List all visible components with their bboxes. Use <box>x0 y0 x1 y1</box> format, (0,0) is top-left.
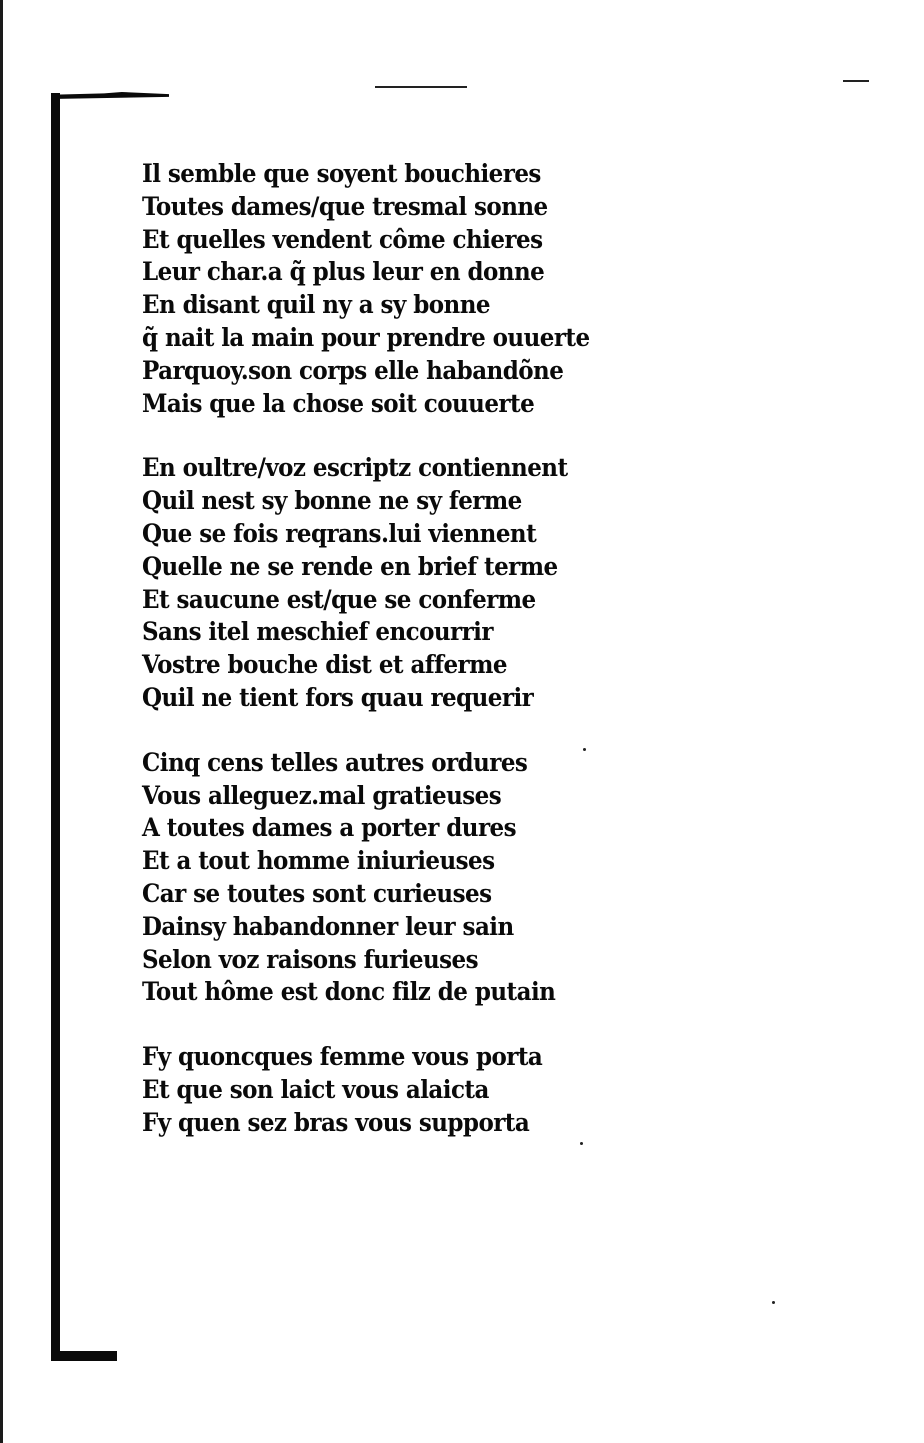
scan-mark-top <box>375 86 467 88</box>
verse-line: Quelle ne se rende en brief terme <box>142 551 558 581</box>
ink-speck <box>772 1301 775 1304</box>
verse-line: Et quelles vendent côme chieres <box>142 224 543 254</box>
verse-line: Et saucune est/que se conferme <box>142 584 536 614</box>
ink-speck <box>580 1142 583 1145</box>
verse-line: A toutes dames a porter dures <box>142 813 516 843</box>
verse-line: Vostre bouche dist et afferme <box>142 650 507 680</box>
binding-rule-left <box>51 93 60 1358</box>
verse-line: Il semble que soyent bouchieres <box>142 159 541 188</box>
verse-line: Vous alleguez.mal gratieuses <box>142 780 502 810</box>
stanza-1 <box>142 158 612 420</box>
verse-line: Fy quen sez bras vous supporta <box>142 1107 530 1137</box>
verse-line: Mais que la chose soit couuerte <box>142 388 535 418</box>
verse-line: Fy quoncques femme vous porta <box>142 1042 543 1072</box>
verse-line: Leur char.a q̃ plus leur en donne <box>142 257 545 287</box>
verse-line: Toutes dames/que tresmal sonne <box>142 191 548 221</box>
verse-line: Selon voz raisons furieuses <box>142 944 479 974</box>
verse-line: Parquoy.son corps elle habandõne <box>142 355 564 385</box>
verse-line: En disant quil ny a sy bonne <box>142 290 490 320</box>
stanza-2 <box>142 452 612 714</box>
binding-rule-bottom <box>51 1351 117 1361</box>
verse-line: Tout hôme est donc filz de putain <box>142 977 556 1007</box>
stanza-3 <box>142 747 612 1009</box>
verse-line: Que se fois reqrans.lui viennent <box>142 518 537 548</box>
verse-line: Sans itel meschief encourrir <box>142 617 493 647</box>
verse-line: Et que son laict vous alaicta <box>142 1074 489 1104</box>
verse-line: Et a tout homme iniurieuses <box>142 846 495 876</box>
scan-mark-top-right <box>843 80 869 82</box>
poem-text <box>142 158 612 1140</box>
verse-line: Quil ne tient fors quau requerir <box>142 682 534 712</box>
verse-line: Cinq cens telles autres ordures <box>142 747 528 777</box>
stanza-4 <box>142 1041 612 1139</box>
verse-line: En oultre/voz escriptz contiennent <box>142 453 568 483</box>
verse-line: Dainsy habandonner leur sain <box>142 911 514 941</box>
verse-line: q̃ nait la main pour prendre ouuerte <box>142 322 590 352</box>
verse-line: Quil nest sy bonne ne sy ferme <box>142 486 522 516</box>
scan-edge <box>0 0 3 1443</box>
binding-rule-top <box>51 92 169 99</box>
verse-line: Car se toutes sont curieuses <box>142 878 492 908</box>
